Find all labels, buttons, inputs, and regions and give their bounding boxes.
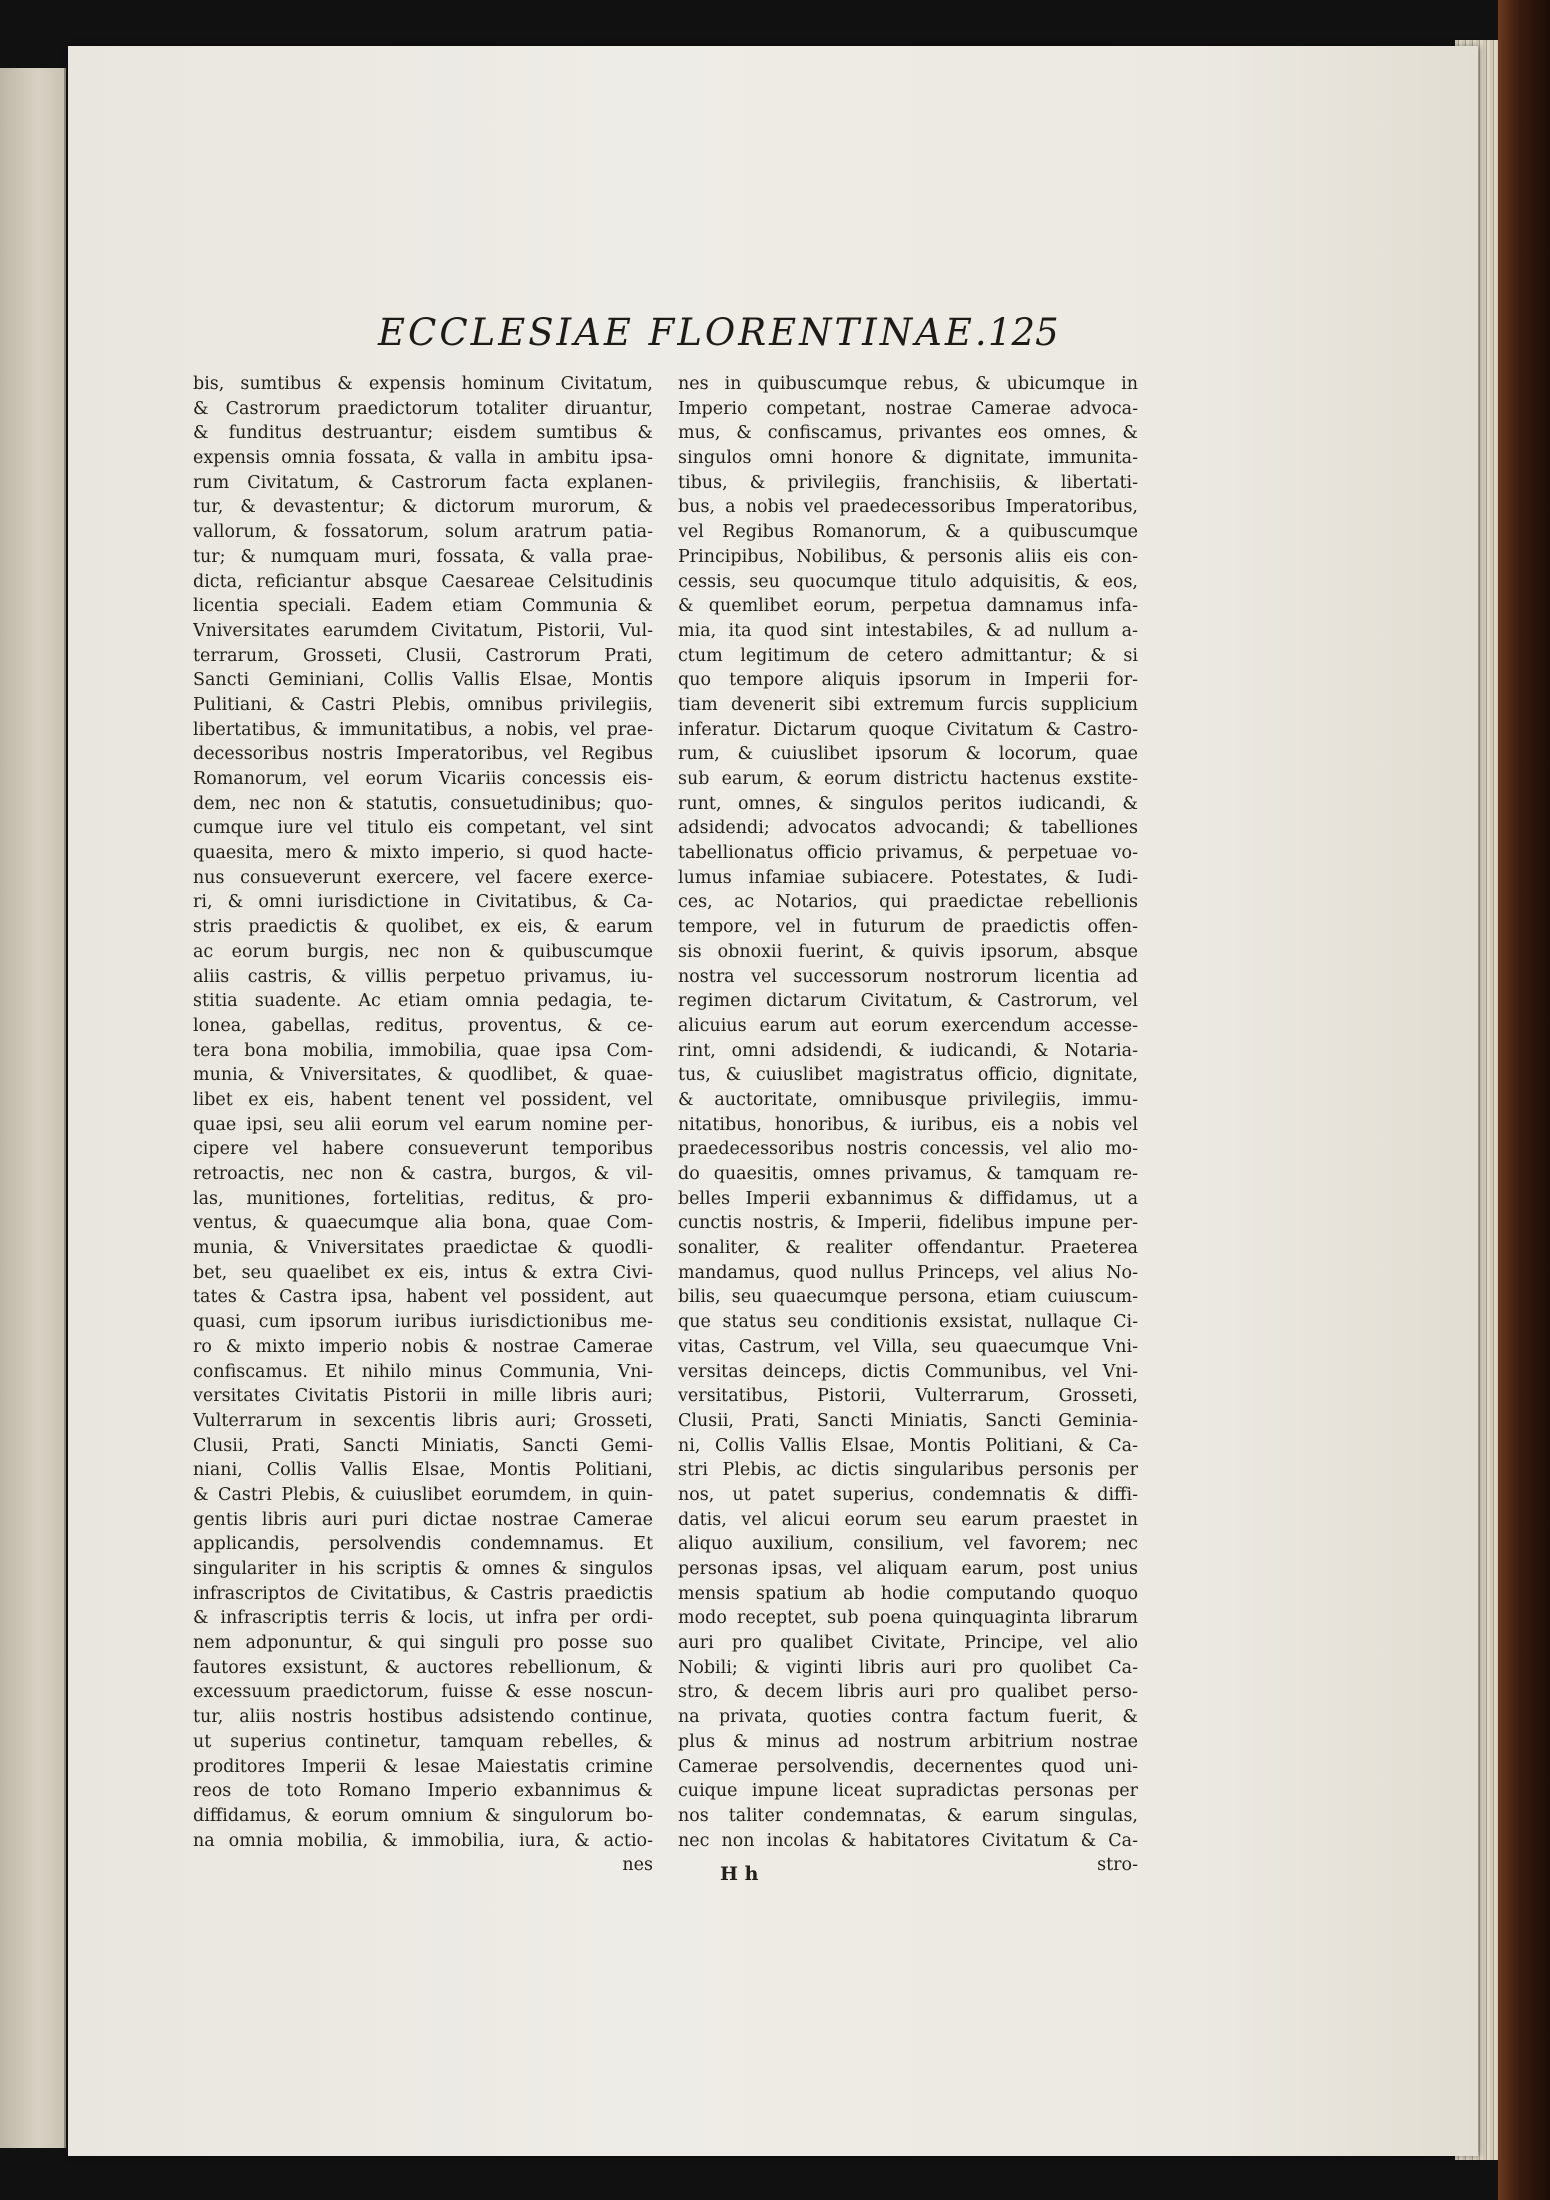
text-line: cumque iure vel titulo eis competant, vel sint: [193, 818, 653, 839]
text-line: libertatibus, & immunitatibus, a nobis, vel prae-: [193, 719, 653, 740]
text-line: expensis omnia fossata, & valla in ambitu ipsa-: [193, 448, 653, 469]
text-line: ni, Collis Vallis Elsae, Montis Politiani, & Ca-: [678, 1435, 1138, 1456]
text-line: munia, & Vniversitates praedictae & quodli-: [193, 1238, 653, 1259]
text-line: stro, & decem libris auri pro qualibet perso-: [678, 1682, 1138, 1703]
text-line: nus consueverunt exercere, vel facere exerce-: [193, 867, 653, 888]
text-line: modo receptet, sub poena quinquaginta librarum: [678, 1608, 1138, 1629]
text-line: singulariter in his scriptis & omnes & singulos: [193, 1559, 653, 1579]
text-line: tates & Castra ipsa, habent vel possident, aut: [193, 1287, 653, 1308]
text-line: plus & minus ad nostrum arbitrium nostrae: [678, 1731, 1138, 1752]
text-line: munia, & Vniversitates, & quodlibet, & quae-: [193, 1065, 653, 1086]
text-line: que status seu conditionis exsistat, nullaque Ci-: [678, 1312, 1138, 1333]
left-column: [193, 372, 653, 1878]
text-line: praedecessoribus nostris concessis, vel alio mo-: [678, 1139, 1138, 1160]
text-line: licentia speciali. Eadem etiam Communia &: [193, 596, 653, 617]
text-line: ac eorum burgis, nec non & quibuscumque: [193, 941, 653, 962]
text-line: ro & mixto imperio nobis & nostrae Camerae: [193, 1336, 653, 1357]
text-line: personas ipsas, vel aliquam earum, post unius: [678, 1559, 1138, 1579]
book-spine: [1498, 0, 1550, 2200]
text-line: Clusii, Prati, Sancti Miniatis, Sancti Geminia-: [678, 1410, 1138, 1431]
text-line: rint, omni adsidendi, & iudicandi, & Notaria-: [678, 1040, 1138, 1061]
text-line: & auctoritate, omnibusque privilegiis, immu-: [678, 1089, 1138, 1110]
text-line: tus, & cuiuslibet magistratus officio, dignitate,: [678, 1065, 1138, 1086]
text-line: stri Plebis, ac dictis singularibus personis per: [678, 1460, 1138, 1481]
text-line: Nobili; & viginti libris auri pro quolibet Ca-: [678, 1657, 1138, 1678]
text-line: na omnia mobilia, & immobilia, iura, & actio-: [193, 1830, 653, 1851]
text-line: retroactis, nec non & castra, burgos, & vil-: [193, 1164, 653, 1184]
text-line: reos de toto Romano Imperio exbannimus &: [193, 1781, 653, 1802]
text-line: tera bona mobilia, immobilia, quae ipsa Com-: [193, 1040, 653, 1061]
text-line: versitas deinceps, dictis Communibus, vel Vni-: [678, 1361, 1138, 1382]
text-line: quo tempore aliquis ipsorum in Imperii for-: [678, 670, 1138, 691]
book-page: [68, 46, 1478, 2156]
text-line: mandamus, quod nullus Princeps, vel alius No-: [678, 1262, 1138, 1283]
text-line: infrascriptos de Civitatibus, & Castris praedictis: [193, 1583, 653, 1604]
text-line: confiscamus. Et nihilo minus Communia, Vni-: [193, 1361, 653, 1382]
catchword: nes: [622, 1855, 653, 1876]
text-line: stris praedictis & quolibet, ex eis, & earum: [193, 917, 653, 938]
page-number: 125: [988, 311, 1059, 354]
text-line: singulos omni honore & dignitate, immunita-: [678, 448, 1138, 469]
text-line: nem adponuntur, & qui singuli pro posse suo: [193, 1633, 653, 1654]
text-line: quae ipsi, seu alii eorum vel earum nomine per-: [193, 1114, 653, 1135]
text-line: bus, a nobis vel praedecessoribus Imperatoribus,: [678, 497, 1138, 518]
text-line: niani, Collis Vallis Elsae, Montis Politiani,: [193, 1460, 653, 1481]
left-page-edge: [0, 68, 66, 2148]
text-line: las, munitiones, fortelitias, reditus, & pro-: [193, 1188, 653, 1209]
text-line: nes in quibuscumque rebus, & ubicumque in: [678, 374, 1138, 394]
running-title: ECCLESIAE FLORENTINAE.: [378, 311, 990, 354]
text-line: rum, & cuiuslibet ipsorum & locorum, quae: [678, 744, 1138, 765]
text-line: diffidamus, & eorum omnium & singulorum bo-: [193, 1805, 653, 1826]
text-line: & quemlibet eorum, perpetua damnamus infa-: [678, 596, 1138, 617]
text-line: nos taliter condemnatas, & earum singulas,: [678, 1805, 1138, 1826]
text-line: ces, ac Notarios, qui praedictae rebellionis: [678, 892, 1138, 913]
text-line: adsidendi; advocatos advocandi; & tabelliones: [678, 818, 1138, 839]
text-line: ventus, & quaecumque alia bona, quae Com-: [193, 1213, 653, 1234]
text-line: cunctis nostris, & Imperii, fidelibus impune per-: [678, 1213, 1138, 1234]
text-line: Camerae persolvendis, decernentes quod uni-: [678, 1756, 1138, 1777]
text-line: do quaesitis, omnes privamus, & tamquam re-: [678, 1164, 1138, 1184]
text-line: Vulterrarum in sexcentis libris auri; Grosseti,: [193, 1410, 653, 1431]
text-line: nec non incolas & habitatores Civitatum & Ca-: [678, 1830, 1138, 1851]
text-line: vallorum, & fossatorum, solum aratrum patia-: [193, 522, 653, 543]
right-column: [678, 372, 1138, 1878]
text-line: decessoribus nostris Imperatoribus, vel Regibus: [193, 744, 653, 765]
text-line: sub earum, & eorum districtu hactenus exstite-: [678, 769, 1138, 789]
catchword: stro-: [1097, 1855, 1138, 1876]
text-line: cipere vel habere consueverunt temporibus: [193, 1139, 653, 1160]
text-line: cuique impune liceat supradictas personas per: [678, 1781, 1138, 1802]
text-line: bet, seu quaelibet ex eis, intus & extra Civi-: [193, 1262, 653, 1283]
text-line: & Castrorum praedictorum totaliter diruantur,: [193, 398, 653, 419]
text-line: nostra vel successorum nostrorum licentia ad: [678, 966, 1138, 987]
text-line: rum Civitatum, & Castrorum facta explanen-: [193, 472, 653, 493]
text-line: Romanorum, vel eorum Vicariis concessis eis-: [193, 769, 653, 789]
text-line: vitas, Castrum, vel Villa, seu quaecumque Vni-: [678, 1336, 1138, 1357]
page-header: [68, 311, 1118, 359]
text-line: alicuius earum aut eorum exercendum accesse-: [678, 1015, 1138, 1036]
text-line: cessis, seu quocumque titulo adquisitis, & eos,: [678, 571, 1138, 592]
text-line: ut superius continetur, tamquam rebelles, &: [193, 1731, 653, 1752]
text-line: inferatur. Dictarum quoque Civitatum & Castro-: [678, 719, 1138, 740]
text-line: versitatibus, Pistorii, Vulterrarum, Grosseti,: [678, 1386, 1138, 1407]
text-line: dicta, reficiantur absque Caesareae Celsitudinis: [193, 571, 653, 592]
text-line: tempore, vel in futurum de praedictis offen-: [678, 917, 1138, 938]
text-line: bis, sumtibus & expensis hominum Civitatum,: [193, 374, 653, 394]
text-line: ctum legitimum de cetero admittantur; & si: [678, 645, 1138, 666]
text-line: belles Imperii exbannimus & diffidamus, ut a: [678, 1188, 1138, 1209]
text-line: runt, omnes, & singulos peritos iudicandi, &: [678, 793, 1138, 814]
text-line: Sancti Geminiani, Collis Vallis Elsae, Montis: [193, 670, 653, 691]
text-line: libet ex eis, habent tenent vel possident, vel: [193, 1089, 653, 1110]
text-line: mia, ita quod sint intestabiles, & ad nullum a-: [678, 620, 1138, 641]
text-line: bilis, seu quaecumque persona, etiam cuiuscum-: [678, 1287, 1138, 1308]
text-line: quasi, cum ipsorum iuribus iurisdictionibus me-: [193, 1312, 653, 1333]
text-line: tur, aliis nostris hostibus adsistendo continue,: [193, 1707, 653, 1728]
text-line: stitia suadente. Ac etiam omnia pedagia, te-: [193, 991, 653, 1012]
text-line: versitates Civitatis Pistorii in mille libris auri;: [193, 1386, 653, 1407]
text-line: terrarum, Grosseti, Clusii, Castrorum Prati,: [193, 645, 653, 666]
text-line: tiam devenerit sibi extremum furcis supplicium: [678, 694, 1138, 715]
text-line: datis, vel alicui eorum seu earum praestet in: [678, 1509, 1138, 1530]
text-line: Imperio competant, nostrae Camerae advoca-: [678, 398, 1138, 419]
text-line: tabellionatus officio privamus, & perpetuae vo-: [678, 843, 1138, 864]
text-line: & infrascriptis terris & locis, ut infra per ordi-: [193, 1608, 653, 1629]
text-line: mensis spatium ab hodie computando quoquo: [678, 1583, 1138, 1604]
text-line: Principibus, Nobilibus, & personis aliis eis con-: [678, 546, 1138, 567]
text-line: proditores Imperii & lesae Maiestatis crimine: [193, 1756, 653, 1777]
text-line: Pulitiani, & Castri Plebis, omnibus privilegiis,: [193, 694, 653, 715]
text-line: regimen dictarum Civitatum, & Castrorum, vel: [678, 991, 1138, 1012]
text-line: lonea, gabellas, reditus, proventus, & ce-: [193, 1015, 653, 1036]
text-line: tur; & numquam muri, fossata, & valla prae-: [193, 546, 653, 567]
text-line: dem, nec non & statutis, consuetudinibus; quo-: [193, 793, 653, 814]
text-line: excessuum praedictorum, fuisse & esse noscun-: [193, 1682, 653, 1703]
text-line: aliis castris, & villis perpetuo privamus, iu-: [193, 966, 653, 987]
text-line: nos, ut patet superius, condemnatis & diffi-: [678, 1484, 1138, 1505]
text-line: & funditus destruantur; eisdem sumtibus &: [193, 423, 653, 444]
text-line: quaesita, mero & mixto imperio, si quod hacte-: [193, 843, 653, 864]
text-line: ri, & omni iurisdictione in Civitatibus, & Ca-: [193, 892, 653, 913]
text-line: na privata, quoties contra factum fuerit, &: [678, 1707, 1138, 1728]
text-line: lumus infamiae subiacere. Potestates, & Iudi-: [678, 867, 1138, 888]
text-line: aliquo auxilium, consilium, vel favorem; nec: [678, 1534, 1138, 1555]
text-line: tur, & devastentur; & dictorum murorum, &: [193, 497, 653, 518]
text-line: & Castri Plebis, & cuiuslibet eorumdem, in quin-: [193, 1484, 653, 1505]
text-line: sonaliter, & realiter offendantur. Praeterea: [678, 1238, 1138, 1259]
text-line: tibus, & privilegiis, franchisiis, & libertati-: [678, 472, 1138, 493]
text-line: Vniversitates earumdem Civitatum, Pistorii, Vul-: [193, 620, 653, 641]
text-line: auri pro qualibet Civitate, Principe, vel alio: [678, 1633, 1138, 1654]
text-line: gentis libris auri puri dictae nostrae Camerae: [193, 1509, 653, 1530]
text-line: nitatibus, honoribus, & iuribus, eis a nobis vel: [678, 1114, 1138, 1135]
text-line: Clusii, Prati, Sancti Miniatis, Sancti Gemi-: [193, 1435, 653, 1456]
text-line: fautores exsistunt, & auctores rebellionum, &: [193, 1657, 653, 1678]
text-line: applicandis, persolvendis condemnamus. Et: [193, 1534, 653, 1555]
signature-mark: H h: [720, 1863, 759, 1885]
text-line: mus, & confiscamus, privantes eos omnes, &: [678, 423, 1138, 444]
text-line: sis obnoxii fuerint, & quivis ipsorum, absque: [678, 941, 1138, 962]
text-line: vel Regibus Romanorum, & a quibuscumque: [678, 522, 1138, 543]
